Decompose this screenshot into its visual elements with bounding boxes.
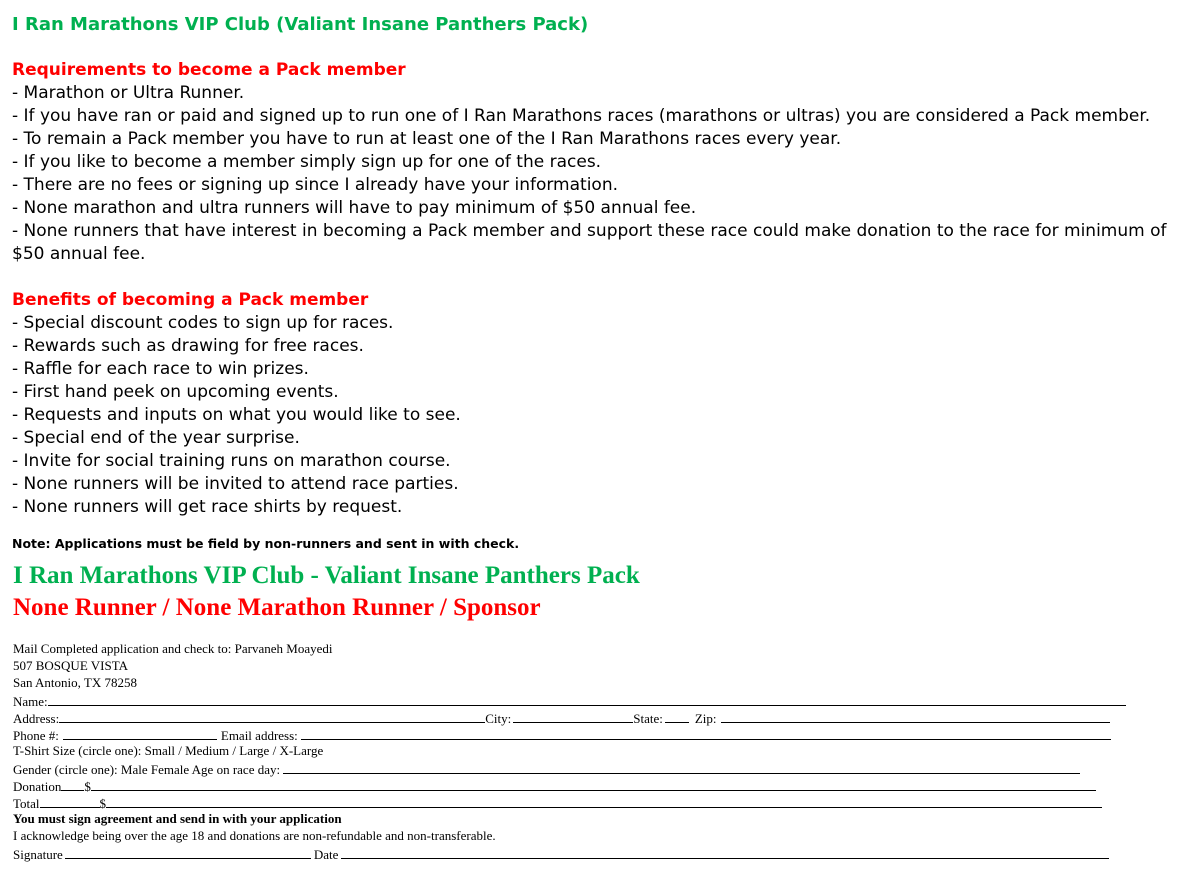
benefit-item: - Special discount codes to sign up for races. <box>12 313 394 333</box>
benefits-heading: Benefits of becoming a Pack member <box>12 290 369 310</box>
signature-row <box>13 846 1109 862</box>
requirement-item: $50 annual fee. <box>12 244 146 264</box>
requirement-item: - If you have ran or paid and signed up to run one of I Ran Marathons races (marathons or ultras) you are considered a Pack member. <box>12 106 1151 126</box>
benefit-item: - Rewards such as drawing for free races. <box>12 336 364 356</box>
name-label: Name: <box>13 694 48 709</box>
benefit-item: - Special end of the year surprise. <box>12 428 300 448</box>
total-label: Total <box>13 796 40 811</box>
state-field[interactable] <box>665 710 689 723</box>
benefit-item: - None runners will get race shirts by request. <box>12 497 403 517</box>
address-row <box>13 710 1110 726</box>
phone-label: Phone #: <box>13 728 59 743</box>
date-label: Date <box>313 847 339 862</box>
donation-blank[interactable] <box>61 778 84 791</box>
total-field[interactable] <box>106 795 1102 808</box>
total-dollar: $ <box>99 796 107 811</box>
phone-field[interactable] <box>63 727 217 740</box>
tshirt-size-line: T-Shirt Size (circle one): Small / Medium / Large / X-Large <box>13 743 324 758</box>
zip-label: Zip: <box>694 711 717 726</box>
acknowledgement: I acknowledge being over the age 18 and donations are non-refundable and non-transferable. <box>13 828 496 843</box>
application-note: Note: Applications must be field by non-runners and sent in with check. <box>12 536 520 551</box>
benefit-item: - Requests and inputs on what you would like to see. <box>12 405 461 425</box>
total-blank[interactable] <box>40 795 100 808</box>
age-field[interactable] <box>283 761 1080 774</box>
signature-label: Signature <box>13 847 63 862</box>
email-label: Email address: <box>220 728 298 743</box>
benefit-item: - First hand peek on upcoming events. <box>12 382 339 402</box>
requirement-item: - Marathon or Ultra Runner. <box>12 83 245 103</box>
benefit-item: - Raffle for each race to win prizes. <box>12 359 309 379</box>
date-field[interactable] <box>341 846 1109 859</box>
requirement-item: - If you like to become a member simply sign up for one of the races. <box>12 152 602 172</box>
city-field[interactable] <box>513 710 633 723</box>
requirement-item: - None marathon and ultra runners will have to pay minimum of $50 annual fee. <box>12 198 697 218</box>
benefit-item: - Invite for social training runs on marathon course. <box>12 451 451 471</box>
total-row <box>13 795 1102 811</box>
requirement-item: - There are no fees or signing up since I already have your information. <box>12 175 619 195</box>
benefit-item: - None runners will be invited to attend race parties. <box>12 474 459 494</box>
mail-instructions: Mail Completed application and check to: Parvaneh Moayedi <box>13 641 333 656</box>
city-label: City: <box>485 711 512 726</box>
signature-field[interactable] <box>65 846 311 859</box>
requirements-heading: Requirements to become a Pack member <box>12 60 406 80</box>
donation-dollar: $ <box>84 779 91 794</box>
requirement-item: - None runners that have interest in becoming a Pack member and support these race could make donation to the race for minimum of <box>12 221 1167 241</box>
gender-age-label: Gender (circle one): Male Female Age on race day: <box>13 762 281 777</box>
mail-address-line1: 507 BOSQUE VISTA <box>13 658 129 673</box>
form-title-red: None Runner / None Marathon Runner / Sponsor <box>13 594 541 621</box>
name-field[interactable] <box>48 693 1126 706</box>
address-label: Address: <box>13 711 60 726</box>
donation-row <box>13 778 1096 794</box>
gender-row <box>13 761 1080 777</box>
name-row <box>13 693 1126 709</box>
phone-row <box>13 727 1111 743</box>
zip-field[interactable] <box>721 710 1110 723</box>
address-field[interactable] <box>59 710 485 723</box>
agreement-heading: You must sign agreement and send in with your application <box>13 811 342 826</box>
donation-field[interactable] <box>91 778 1096 791</box>
form-title-green: I Ran Marathons VIP Club - Valiant Insane Panthers Pack <box>13 562 640 589</box>
mail-address-line2: San Antonio, TX 78258 <box>13 675 137 690</box>
state-label: State: <box>633 711 663 726</box>
donation-label: Donation <box>13 779 62 794</box>
requirement-item: - To remain a Pack member you have to run at least one of the I Ran Marathons races every year. <box>12 129 842 149</box>
email-field[interactable] <box>301 727 1111 740</box>
page-title: I Ran Marathons VIP Club (Valiant Insane Panthers Pack) <box>12 14 589 35</box>
